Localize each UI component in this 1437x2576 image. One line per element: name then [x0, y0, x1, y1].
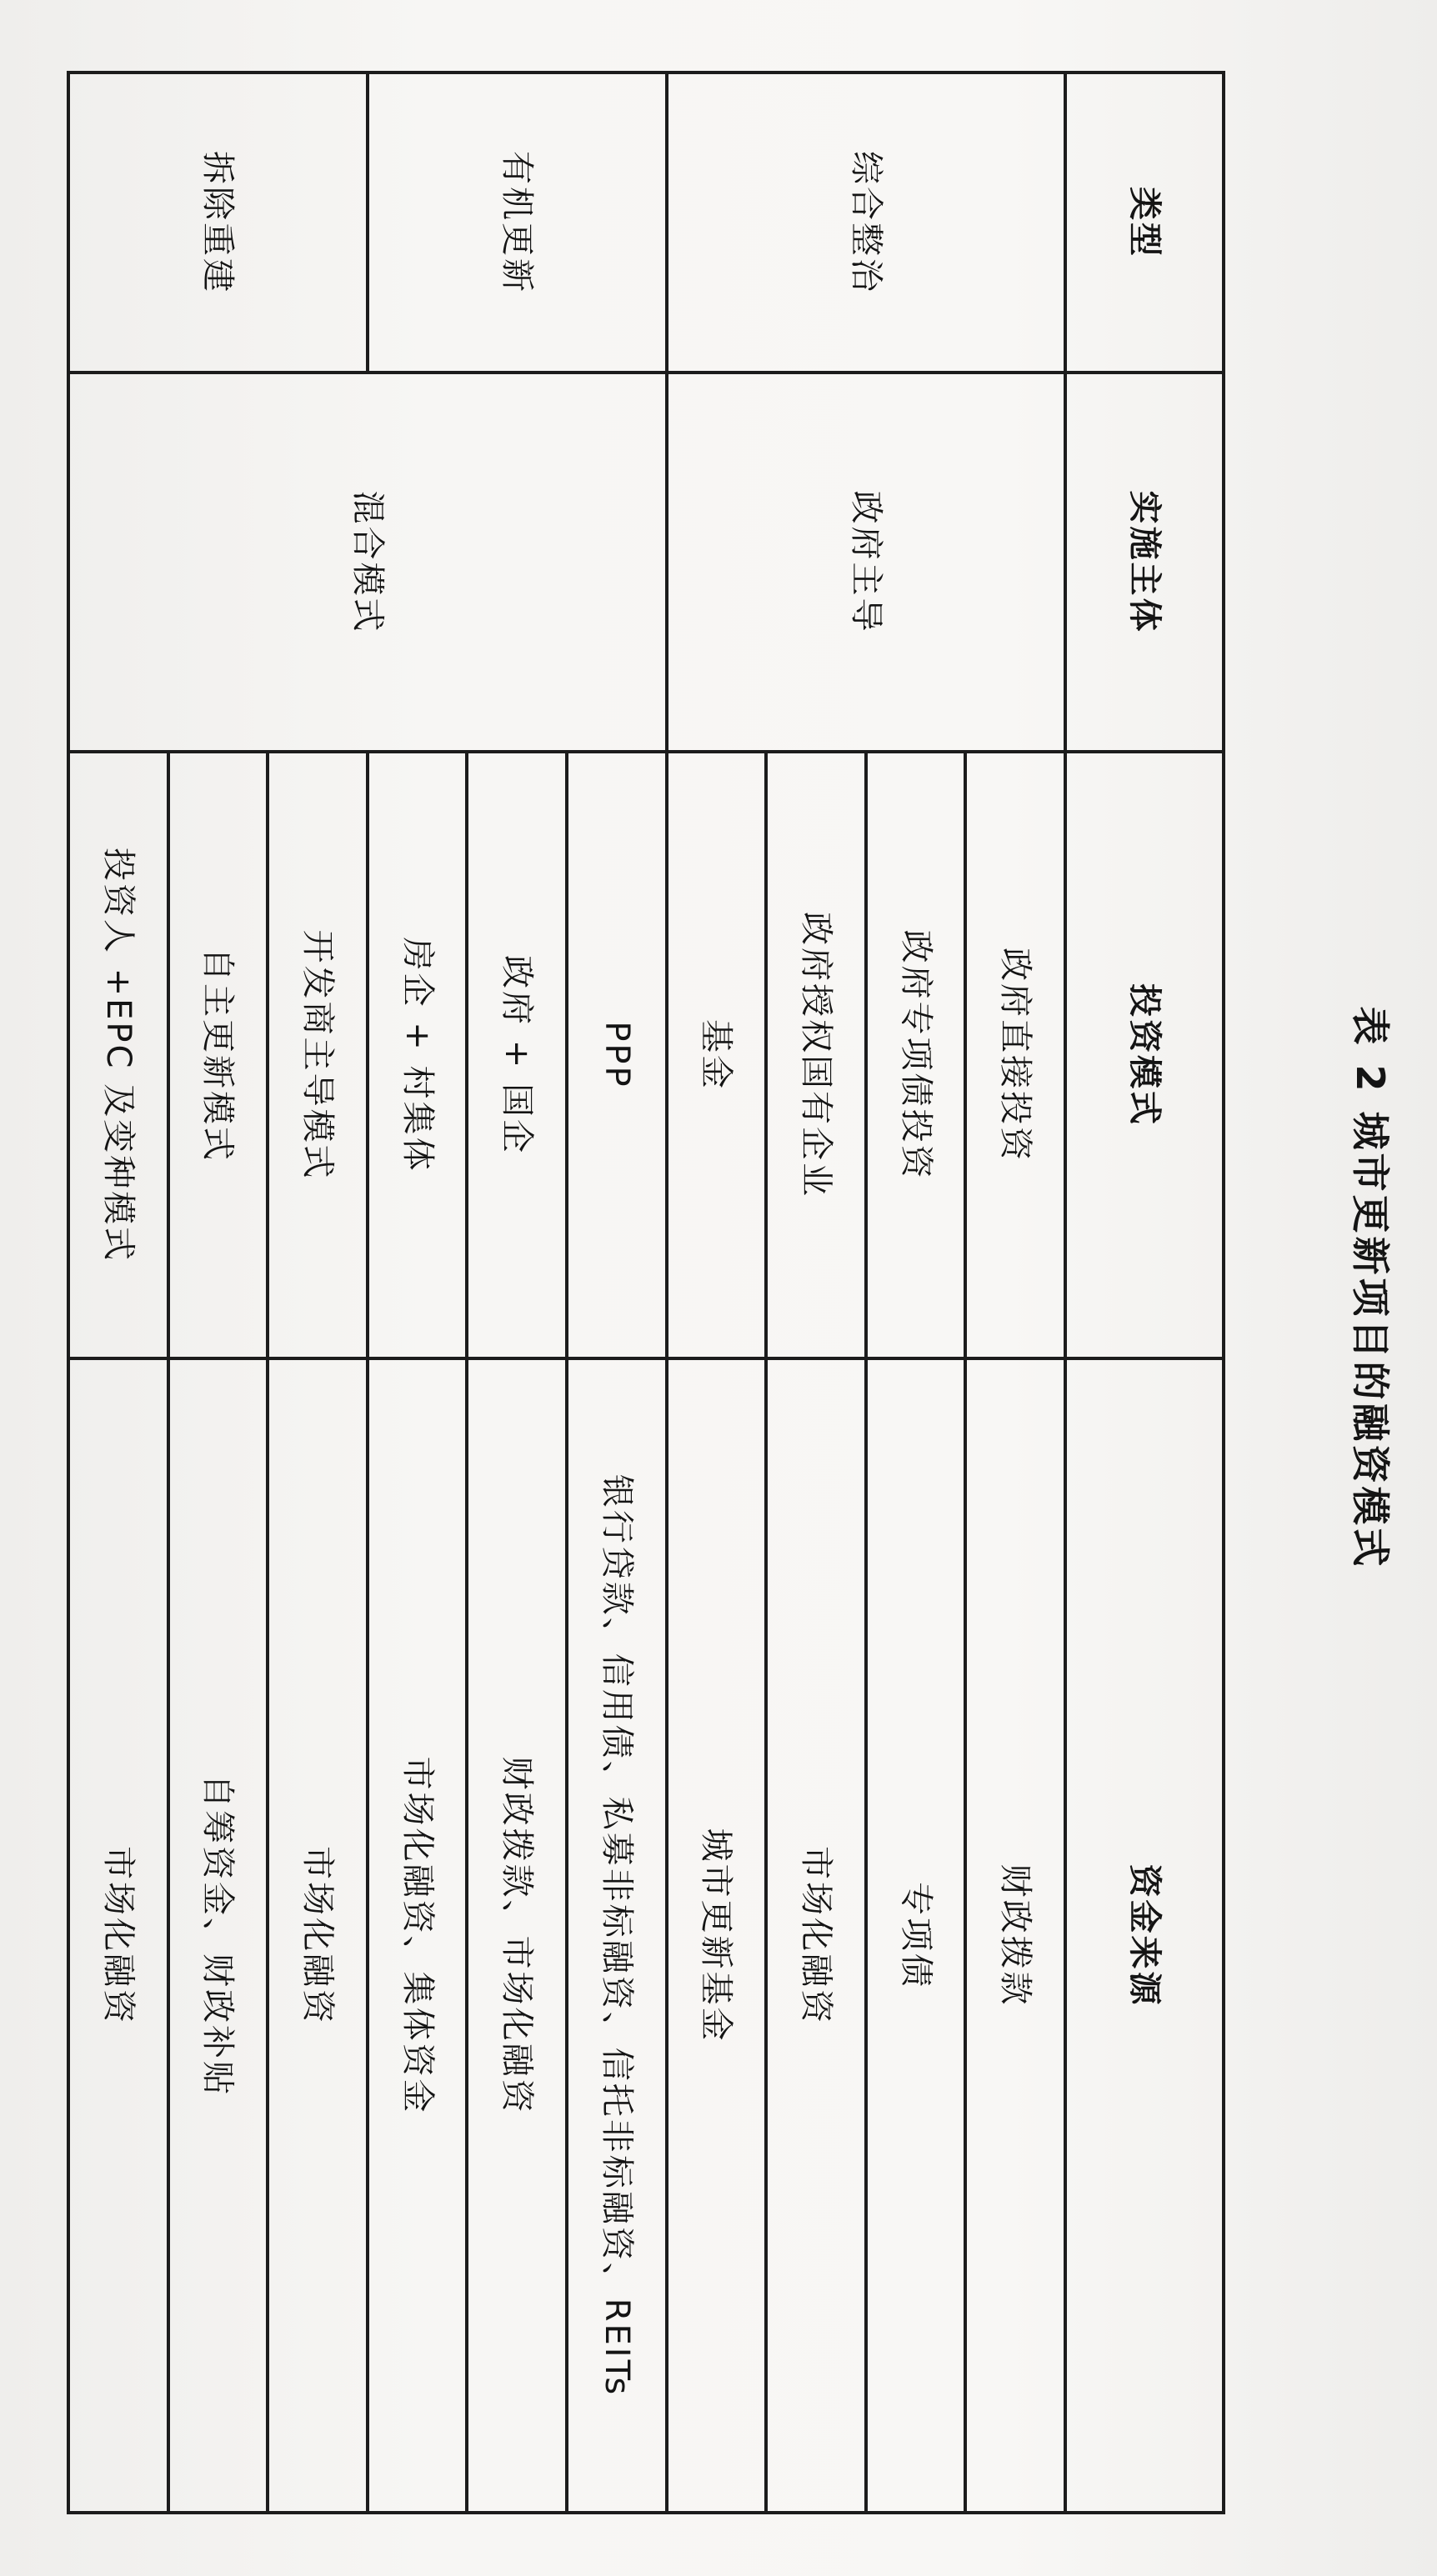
implementing-body-cell: 混合模式	[68, 373, 667, 752]
header-type: 类型	[1065, 73, 1224, 373]
investment-mode-cell: 基金	[667, 752, 767, 1358]
fund-source-cell: 银行贷款、信用债、私募非标融资、信托非标融资、REITs	[567, 1358, 667, 2513]
header-fund-source: 资金来源	[1065, 1358, 1224, 2513]
investment-mode-cell: PPP	[567, 752, 667, 1358]
fund-source-cell: 市场化融资、集体资金	[368, 1358, 468, 2513]
fund-source-cell: 财政拨款	[965, 1358, 1065, 2513]
header-row	[1065, 73, 1224, 2513]
investment-mode-cell: 投资人 +EPC 及变种模式	[68, 752, 168, 1358]
type-cell: 拆除重建	[68, 73, 368, 373]
financing-modes-table	[67, 71, 1225, 2514]
implementing-body-cell: 政府主导	[667, 373, 1065, 752]
table-row	[567, 73, 667, 2513]
fund-source-cell: 自筹资金、财政补贴	[168, 1358, 268, 2513]
type-cell: 有机更新	[368, 73, 667, 373]
fund-source-cell: 专项债	[866, 1358, 966, 2513]
investment-mode-cell: 政府 + 国企	[467, 752, 567, 1358]
header-investment-mode: 投资模式	[1065, 752, 1224, 1358]
fund-source-cell: 市场化融资	[68, 1358, 168, 2513]
header-implementing-body: 实施主体	[1065, 373, 1224, 752]
fund-source-cell: 市场化融资	[766, 1358, 866, 2513]
type-cell: 综合整治	[667, 73, 1065, 373]
table-row	[965, 73, 1065, 2513]
table-title: 表 2 城市更新项目的融资模式	[1348, 1006, 1393, 1570]
fund-source-cell: 市场化融资	[268, 1358, 368, 2513]
fund-source-cell: 财政拨款、市场化融资	[467, 1358, 567, 2513]
investment-mode-cell: 开发商主导模式	[268, 752, 368, 1358]
investment-mode-cell: 房企 + 村集体	[368, 752, 468, 1358]
investment-mode-cell: 政府专项债投资	[866, 752, 966, 1358]
investment-mode-cell: 政府授权国有企业	[766, 752, 866, 1358]
investment-mode-cell: 政府直接投资	[965, 752, 1065, 1358]
investment-mode-cell: 自主更新模式	[168, 752, 268, 1358]
fund-source-cell: 城市更新基金	[667, 1358, 767, 2513]
